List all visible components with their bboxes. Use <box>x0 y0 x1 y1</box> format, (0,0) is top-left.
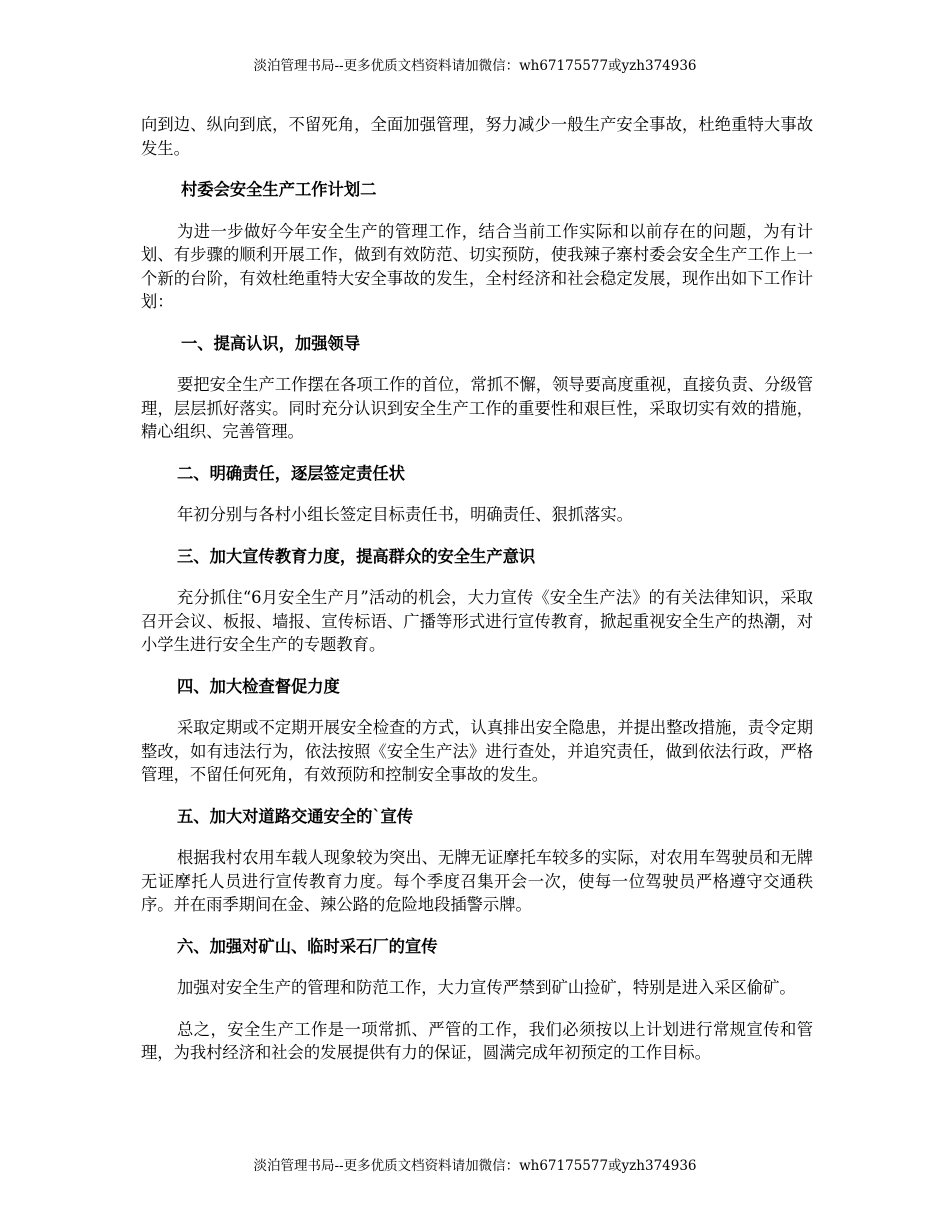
page-header: 淡泊管理书局--更多优质文档资料请加微信：wh67175577或yzh374936 <box>253 58 697 74</box>
section-6-heading: 六、加强对矿山、临时采石厂的宣传 <box>177 936 438 956</box>
section-3-text: 充分抓住“6月安全生产月”活动的机会，大力宣传《安全生产法》的有关法律知识，采取召开会议、板报、墙报、宣传标语、广播等形式进行宣传教育，掀起重视安全生产的热潮，对小学生进行安全生产的专题教育。 <box>141 588 813 654</box>
section-6-text: 加强对安全生产的管理和防范工作，大力宣传严禁到矿山捡矿，特别是进入采区偷矿。 <box>177 978 796 997</box>
section-2-heading: 二、明确责任，逐层签定责任状 <box>177 463 405 483</box>
document-body <box>141 113 813 1083</box>
section-1-text: 要把安全生产工作摆在各项工作的首位，常抓不懈，领导要高度重视，直接负责、分级管理，层层抓好落实。同时充分认识到安全生产工作的重要性和艰巨性，采取切实有效的措施，精心组织、完善管理。 <box>141 375 813 441</box>
conclusion-paragraph: 总之，安全生产工作是一项常抓、严管的工作，我们必须按以上计划进行常规宣传和管理，为我村经济和社会的发展提供有力的保证，圆满完成年初预定的工作目标。 <box>141 1019 813 1062</box>
section-5-heading: 五、加大对道路交通安全的`宣传 <box>177 806 414 826</box>
section-2-text: 年初分别与各村小组长签定目标责任书，明确责任、狠抓落实。 <box>177 505 633 524</box>
page-footer: 淡泊管理书局--更多优质文档资料请加微信：wh67175577或yzh374936 <box>253 1158 697 1174</box>
section-3-heading: 三、加大宣传教育力度，提高群众的安全生产意识 <box>177 546 536 566</box>
intro-paragraph: 为进一步做好今年安全生产的管理工作，结合当前工作实际和以前存在的问题，为有计划、有步骤的顺利开展工作，做到有效防范、切实预防，使我辣子寨村委会安全生产工作上一个新的台阶，有效杜绝重特大安全事故的发生，全村经济和社会稳定发展，现作出如下工作计划： <box>141 221 813 311</box>
document-title: 村委会安全生产工作计划二 <box>181 180 377 199</box>
section-1-heading: 一、提高认识，加强领导 <box>181 333 361 353</box>
section-5-text: 根据我村农用车载人现象较为突出、无牌无证摩托车较多的实际，对农用车驾驶员和无牌无证摩托人员进行宣传教育力度。每个季度召集开会一次，使每一位驾驶员严格遵守交通秩序。并在雨季期间在金、辣公路的危险地段插警示牌。 <box>141 848 813 914</box>
section-4-heading: 四、加大检查督促力度 <box>177 676 340 696</box>
continuation-paragraph: 向到边、纵向到底，不留死角，全面加强管理，努力减少一般生产安全事故，杜绝重特大事故发生。 <box>141 115 813 158</box>
section-4-text: 采取定期或不定期开展安全检查的方式，认真排出安全隐患，并提出整改措施，责令定期整改，如有违法行为，依法按照《安全生产法》进行查处，并追究责任，做到依法行政，严格管理，不留任何死角，有效预防和控制安全事故的发生。 <box>141 718 813 784</box>
